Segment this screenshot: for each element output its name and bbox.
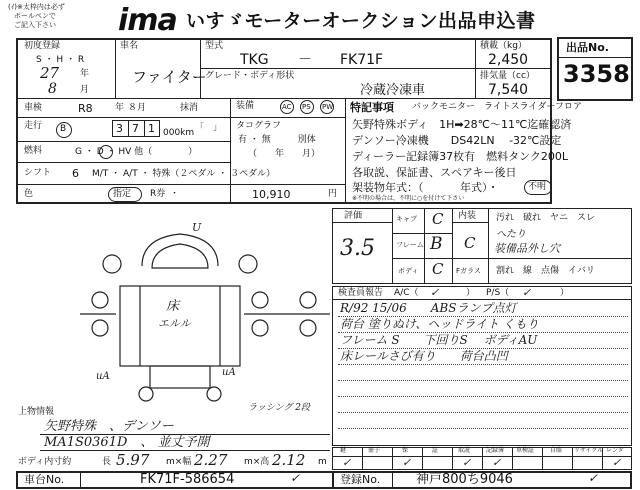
truck-diagram bbox=[80, 216, 330, 406]
equipment-item: PS bbox=[302, 103, 311, 111]
diagram-note: U bbox=[192, 221, 202, 234]
check-mark: ✓ bbox=[402, 456, 412, 469]
reg-year-label: 初度登録 bbox=[24, 41, 61, 51]
footer-frame bbox=[16, 471, 632, 489]
body-value: C bbox=[432, 260, 444, 278]
grade-label: グレード・ボディ形状 bbox=[205, 71, 295, 81]
check-header: 証 bbox=[432, 447, 439, 454]
check-mark: ✓ bbox=[612, 456, 622, 469]
glass-label: Fガラス bbox=[456, 267, 481, 275]
check-mark: ✓ bbox=[462, 456, 472, 469]
modified-info-line: 矢野特殊 、デンソー bbox=[44, 419, 174, 434]
check-header: リサイクル bbox=[574, 447, 604, 454]
diagram-note: 床 bbox=[166, 299, 180, 314]
interior-notes: 汚れ 破れ ヤニ スレ bbox=[496, 213, 596, 223]
mileage-bracket: 「 」 bbox=[195, 123, 223, 133]
color-spec: 指定 bbox=[113, 189, 132, 199]
era-options: S ・ H ・ R bbox=[36, 55, 85, 65]
check-header: 鍵 bbox=[340, 447, 347, 454]
wheel-icon bbox=[207, 387, 221, 401]
chassis-check: ✓ bbox=[290, 471, 301, 485]
windshield bbox=[152, 244, 208, 268]
wheel-icon bbox=[252, 292, 268, 308]
r-price-prefix: ・ bbox=[170, 189, 180, 199]
notice-text: (ｲ)※太枠内は必ず bbox=[8, 3, 65, 11]
shift-gears: 6 bbox=[72, 167, 79, 180]
wheel-icon bbox=[92, 292, 108, 308]
modified-label: 架装物年式：（ bbox=[352, 181, 424, 194]
report-line: R/92 15/06 ABSランプ点灯 bbox=[340, 301, 517, 315]
month-unit: 月 bbox=[80, 85, 90, 95]
mileage-digit: 1 bbox=[148, 122, 155, 135]
check-mark: ✓ bbox=[342, 456, 352, 469]
inspection-month: ８月 bbox=[128, 103, 147, 113]
lot-number-label: 出品No. bbox=[566, 41, 609, 54]
inspection-era: R8 bbox=[78, 102, 93, 115]
color-label: 色 bbox=[24, 189, 34, 199]
features-extra: バックモニター ライトスライダーフロア bbox=[412, 102, 582, 112]
r-price: 10,910 bbox=[252, 188, 291, 201]
modified-info-line: MA1S0361D 、 並丈予開 bbox=[44, 435, 210, 450]
year-unit: 年 bbox=[80, 69, 90, 79]
chassis-label: 車台No. bbox=[24, 473, 65, 486]
wheel-icon bbox=[300, 292, 316, 308]
report-line: 床レールさび有り 荷台凸凹 bbox=[340, 349, 508, 363]
dims-len-label: 長 bbox=[102, 457, 112, 467]
glass-notes: 割れ 線 点傷 イバリ bbox=[496, 266, 595, 276]
check-header: 車検証 bbox=[516, 447, 535, 454]
page-title: いすゞモーターオークション出品申込書 bbox=[186, 10, 536, 32]
shift-label: シフト bbox=[24, 168, 52, 178]
displacement-label: 排気量（cc） bbox=[480, 71, 535, 81]
rating-value: 3.5 bbox=[340, 236, 375, 261]
diagram-note: uA bbox=[222, 367, 236, 378]
dims-label: ボディ内寸約 bbox=[18, 457, 72, 467]
equipment-label: 装備 bbox=[236, 101, 255, 111]
mileage-label: 走行 bbox=[24, 121, 43, 131]
tacho-date: （ 年 月） bbox=[248, 149, 321, 159]
features-line: 各取説、保証書、スペアキー後日 bbox=[352, 166, 517, 179]
report-label: 検査員報告 bbox=[338, 288, 384, 298]
mileage-digit: 7 bbox=[132, 122, 139, 135]
cab-label: キャブ bbox=[396, 215, 417, 223]
frame-label: フレーム bbox=[396, 241, 424, 249]
check-mark: ✓ bbox=[492, 456, 502, 469]
model-prefix: TKG bbox=[240, 52, 269, 68]
chassis-value: FK71F-586654 bbox=[140, 472, 235, 487]
diagram-note: uA bbox=[96, 371, 110, 382]
features-line: デンソー冷凍機 DS42LN -32℃設定 bbox=[352, 134, 562, 147]
ps-close: ） bbox=[560, 288, 570, 298]
dims-hei-value: 2.12 bbox=[272, 451, 306, 469]
check-header: 記録簿 bbox=[486, 447, 505, 454]
equipment-item: AC bbox=[282, 103, 292, 111]
ac-label: A/C（ bbox=[394, 288, 419, 298]
interior-notes: へたり bbox=[496, 229, 526, 240]
check-header: 自賠 bbox=[550, 447, 563, 454]
grade: 冷蔵冷凍車 bbox=[360, 83, 426, 98]
ac-value: ✓ bbox=[430, 286, 440, 299]
plate-check: ✓ bbox=[588, 471, 599, 485]
modified-unknown: 不明 bbox=[528, 182, 547, 192]
model-dash: － bbox=[298, 52, 312, 68]
shift-options: M/T ・ A/T ・ 特殊（２ペダル ・ ３ペダル） bbox=[92, 169, 276, 179]
diagram-note: ラッシング 2段 bbox=[248, 403, 311, 413]
wheel-icon bbox=[92, 320, 108, 336]
model-code: FK71F bbox=[340, 52, 384, 68]
reg-year: 27 bbox=[40, 64, 60, 82]
tacho-options: 有 ・ 無 別体 bbox=[238, 135, 316, 145]
diagram-note: エルル bbox=[158, 317, 191, 330]
notice-text: ボールペンで bbox=[14, 12, 56, 20]
rating-label: 評価 bbox=[344, 211, 363, 221]
fuel-options: G ・ D ・ HV 他（ ） bbox=[75, 147, 198, 157]
features-title: 特記事項 bbox=[350, 101, 394, 114]
dims-unit: m bbox=[318, 457, 327, 467]
load-label: 積載（kg） bbox=[480, 41, 527, 51]
dims-wid-value: 2.27 bbox=[194, 451, 228, 469]
dims-hei-label: m×高 bbox=[244, 457, 270, 467]
load-value: 2,450 bbox=[488, 52, 529, 68]
displacement-value: 7,540 bbox=[488, 82, 529, 98]
features-line: 矢野特殊ボディ 1H➡28℃〜11℃迄確認済 bbox=[352, 118, 572, 131]
modified-year: 年式）・ bbox=[460, 181, 499, 194]
mileage-digit: 3 bbox=[116, 122, 123, 135]
modified-note: ※不明の場合は、不明に○を付けて下さい bbox=[352, 195, 465, 202]
fuel-label: 燃料 bbox=[24, 146, 43, 156]
ps-label: P/S（ bbox=[486, 288, 510, 298]
lot-number: 3358 bbox=[563, 60, 630, 88]
ac-close: ） bbox=[466, 288, 476, 298]
interior-value: C bbox=[464, 234, 476, 252]
dims-len-value: 5.97 bbox=[116, 451, 150, 469]
notice-text: ご記入下さい bbox=[14, 21, 56, 29]
check-header: 冊子 bbox=[368, 447, 381, 454]
mileage-mark: B bbox=[60, 124, 67, 134]
features-line: ディーラー記録簿37枚有 燃料タンク200L bbox=[352, 150, 569, 163]
plate-value: 神戸800ち9046 bbox=[416, 472, 513, 487]
interior-notes: 装備品外し穴 bbox=[494, 242, 560, 255]
check-header: レンタ bbox=[606, 447, 624, 454]
inspection-status: 抹消 bbox=[180, 103, 199, 113]
wheel-icon bbox=[239, 255, 257, 273]
cab-value: C bbox=[432, 210, 444, 228]
ima-logo: ima bbox=[118, 3, 177, 38]
body-label: ボディ bbox=[398, 267, 419, 275]
plate-label: 登録No. bbox=[340, 473, 381, 486]
car-name-label: 車名 bbox=[120, 41, 139, 51]
interior-label: 内装 bbox=[458, 211, 477, 221]
check-header: 取説 bbox=[458, 447, 471, 454]
tacho-label: タコグラフ bbox=[236, 121, 282, 131]
inspection-label: 車検 bbox=[24, 103, 43, 113]
ps-value: ✓ bbox=[522, 286, 532, 299]
modified-info-label: 上物情報 bbox=[18, 407, 55, 417]
rear-bumper bbox=[150, 366, 210, 388]
report-line: 荷台 塗りぬけ、ヘッドライト くもり bbox=[340, 317, 539, 331]
car-name: ファイター bbox=[132, 68, 207, 86]
inspection-year: 年 bbox=[115, 103, 125, 113]
model-label: 型式 bbox=[205, 41, 224, 51]
mileage-unit: 000km bbox=[163, 128, 195, 138]
frame-value: B bbox=[430, 234, 443, 254]
equipment-item: PW bbox=[322, 103, 334, 111]
dims-wid-label: m×幅 bbox=[166, 457, 192, 467]
yen-unit: 円 bbox=[328, 189, 338, 199]
wheel-icon bbox=[252, 320, 268, 336]
reg-month: 8 bbox=[48, 81, 57, 97]
wheel-icon bbox=[300, 320, 316, 336]
wheel-icon bbox=[103, 255, 121, 273]
wheel-icon bbox=[139, 387, 153, 401]
r-price-label: R券 bbox=[150, 189, 166, 199]
check-header: 保 bbox=[402, 447, 409, 454]
report-line: フレーム S 下回りS ボディAU bbox=[340, 333, 538, 347]
